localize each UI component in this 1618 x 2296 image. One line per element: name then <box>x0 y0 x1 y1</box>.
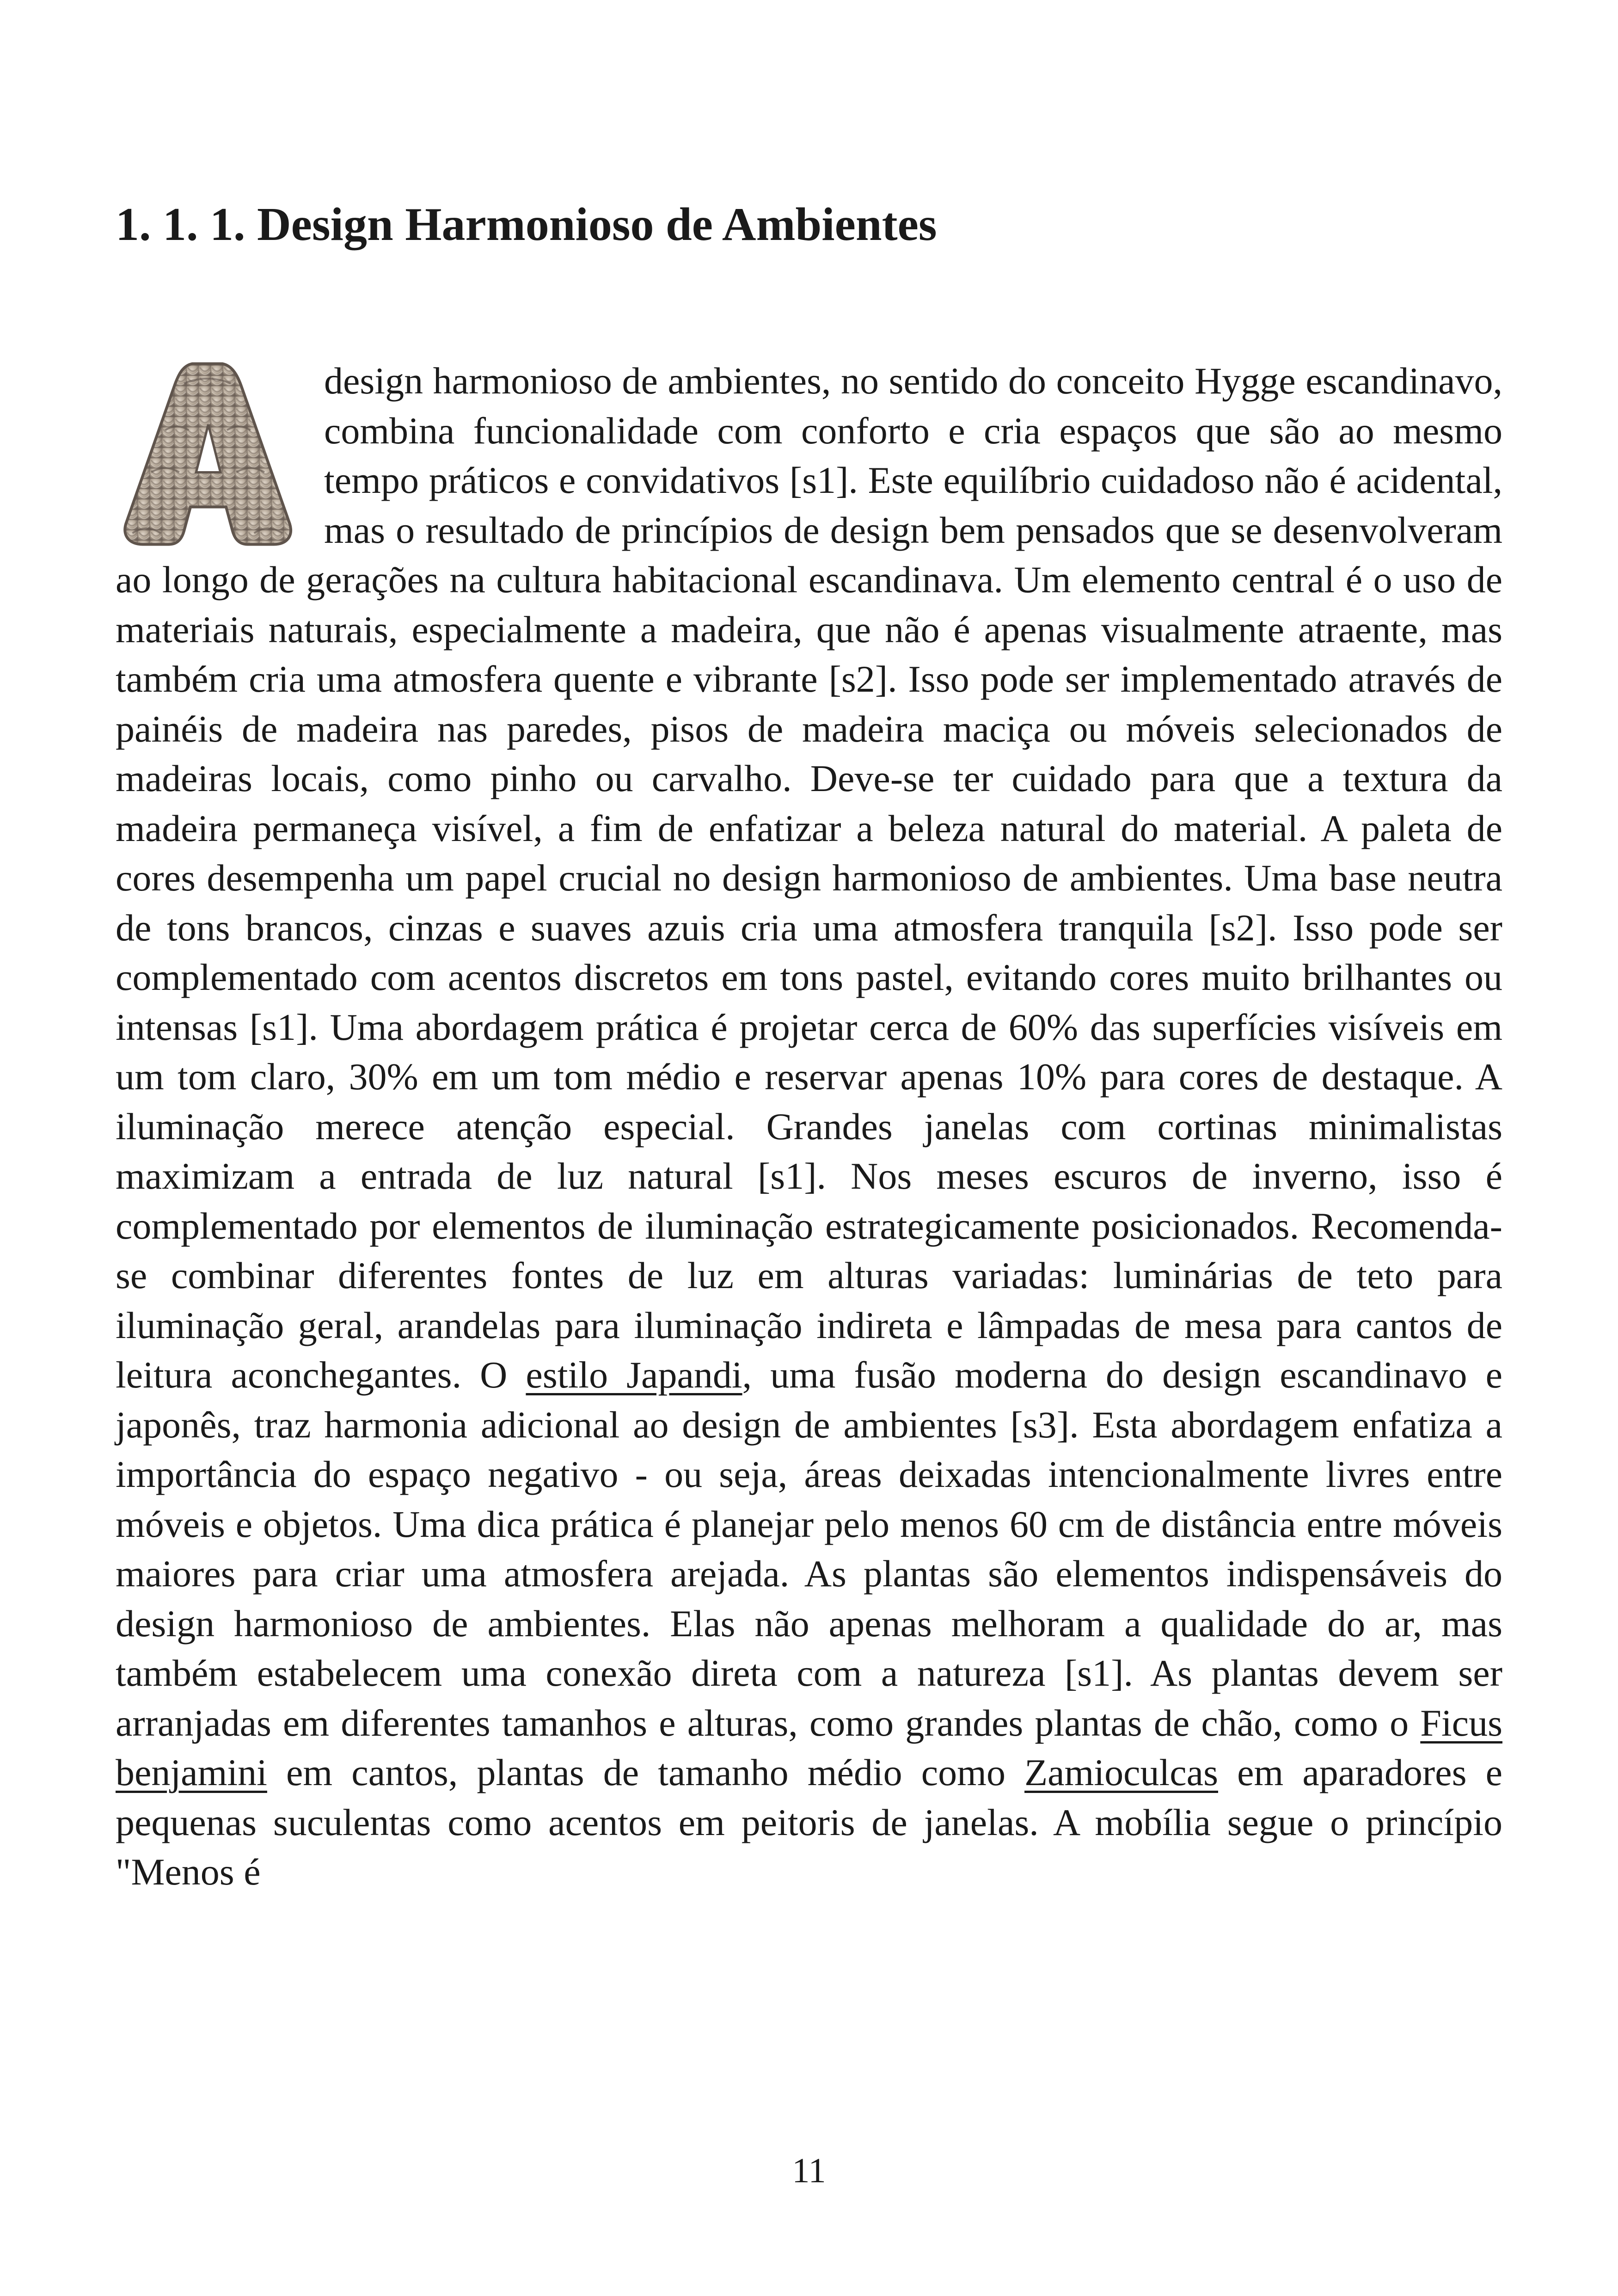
knitted-letter-a-icon <box>114 354 301 553</box>
text-segment: , uma fusão moderna do design escandinavo e japonês, traz harmonia adicional ao design de ambientes [s3]. Esta abordagem enfatiza a importância do espaço negativo - ou seja, áreas deixadas intencionalmente livres entre móveis e objetos. Uma dica prática é planejar pelo menos 60 cm de distância entre móveis maiores para criar uma atmosfera arejada. As plantas são elementos indispensáveis do design harmonioso de ambientes. Elas não apenas melhoram a qualidade do ar, mas também estabelecem uma conexão direta com a natureza [s1]. As plantas devem ser arranjadas em diferentes tamanhos e alturas, como grandes plantas de chão, como o <box>116 1354 1502 1744</box>
body-text-content <box>116 356 1502 1897</box>
body-paragraph <box>116 356 1502 1897</box>
drop-cap-knitted-letter-a <box>114 354 301 553</box>
text-segment: design harmonioso de ambientes, no sentido do conceito Hygge escandinavo, combina funcionalidade com conforto e cria espaços que são ao mesmo tempo práticos e convidativos [s1]. Este equilíbrio cuidadoso não é acidental, mas o resultado de princípios de design bem pensados que se desenvolveram ao longo de gerações na cultura habitacional escandinava. Um elemento central é o uso de materiais naturais, especialmente a madeira, que não é apenas visualmente atraente, mas também cria uma atmosfera quente e vibrante [s2]. Isso pode ser implementado através de painéis de madeira nas paredes, pisos de madeira maciça ou móveis selecionados de madeiras locais, como pinho ou carvalho. Deve-se ter cuidado para que a textura da madeira permaneça visível, a fim de enfatizar a beleza natural do material. A paleta de cores desempenha um papel crucial no design harmonioso de ambientes. Uma base neutra de tons brancos, cinzas e suaves azuis cria uma atmosfera tranquila [s2]. Isso pode ser complementado com acentos discretos em tons pastel, evitando cores muito brilhantes ou intensas [s1]. Uma abordagem prática é projetar cerca de 60% das superfícies visíveis em um tom claro, 30% em um tom médio e reservar apenas 10% para cores de destaque. A iluminação merece atenção especial. Grandes janelas com cortinas minimalistas maximizam a entrada de luz natural [s1]. Nos meses escuros de inverno, isso é complementado por elementos de iluminação estrategicamente posicionados. Recomenda-se combinar diferentes fontes de luz em alturas variadas: luminárias de teto para iluminação geral, arandelas para iluminação indireta e lâmpadas de mesa para cantos de leitura aconchegantes. O <box>116 360 1502 1396</box>
link-ficus-benjamini[interactable]: Ficus benjamini <box>116 1701 1502 1793</box>
text-segment: em cantos, plantas de tamanho médio como <box>267 1751 1025 1793</box>
link-zamioculcas[interactable]: Zamioculcas <box>1024 1751 1218 1793</box>
link-estilo-japandi[interactable]: estilo Japandi <box>526 1354 742 1396</box>
text-segment: em aparadores e pequenas suculentas como acentos em peitoris de janelas. A mobília segue o princípio "Menos é <box>116 1751 1502 1893</box>
section-heading: 1. 1. 1. Design Harmonioso de Ambientes <box>116 198 937 251</box>
page-number: 11 <box>792 2151 826 2190</box>
